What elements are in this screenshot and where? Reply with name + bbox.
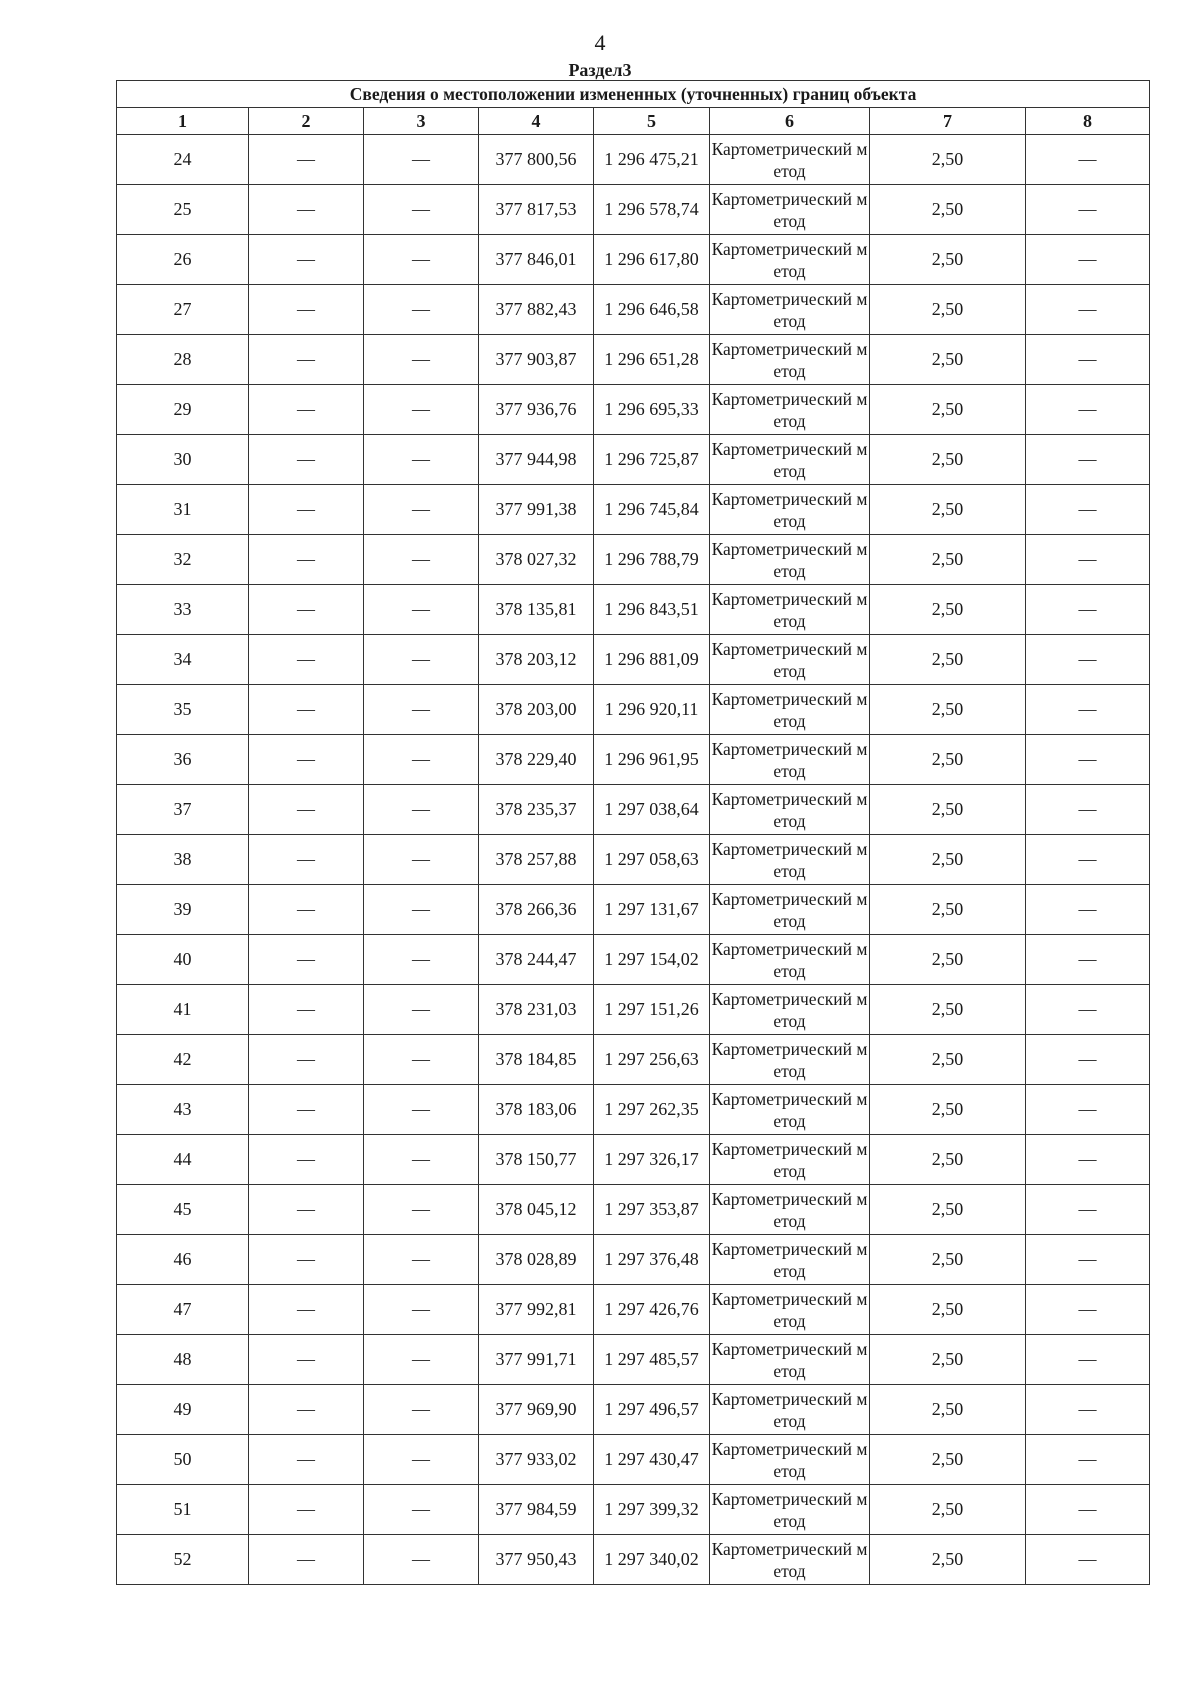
table-row — [117, 385, 1150, 435]
table-row — [117, 135, 1150, 185]
coordinate-y-cell: 1 297 430,47 — [594, 1435, 710, 1485]
column-8-cell: — — [1026, 235, 1150, 285]
coordinate-x-cell: 378 229,40 — [479, 735, 594, 785]
coordinate-x-cell: 377 933,02 — [479, 1435, 594, 1485]
column-8-cell: — — [1026, 1135, 1150, 1185]
point-number-cell: 46 — [117, 1235, 249, 1285]
table-row — [117, 1185, 1150, 1235]
table-row — [117, 1485, 1150, 1535]
coordinate-x-cell: 377 882,43 — [479, 285, 594, 335]
method-cell: Картометрический метод — [710, 1335, 870, 1385]
method-cell: Картометрический метод — [710, 885, 870, 935]
precision-cell: 2,50 — [870, 385, 1026, 435]
coordinate-x-cell: 377 991,71 — [479, 1335, 594, 1385]
point-number-cell: 47 — [117, 1285, 249, 1335]
point-number-cell: 38 — [117, 835, 249, 885]
point-number-cell: 34 — [117, 635, 249, 685]
method-cell: Картометрический метод — [710, 585, 870, 635]
coordinate-y-cell: 1 296 617,80 — [594, 235, 710, 285]
column-3-cell: — — [364, 235, 479, 285]
method-cell: Картометрический метод — [710, 485, 870, 535]
precision-cell: 2,50 — [870, 635, 1026, 685]
table-row — [117, 1235, 1150, 1285]
point-number-cell: 42 — [117, 1035, 249, 1085]
table-row — [117, 485, 1150, 535]
column-8-cell: — — [1026, 835, 1150, 885]
column-2-cell: — — [249, 235, 364, 285]
column-3-cell: — — [364, 385, 479, 435]
column-2-cell: — — [249, 285, 364, 335]
method-cell: Картометрический метод — [710, 335, 870, 385]
column-2-cell: — — [249, 735, 364, 785]
column-3-cell: — — [364, 835, 479, 885]
precision-cell: 2,50 — [870, 235, 1026, 285]
column-8-cell: — — [1026, 1235, 1150, 1285]
table-row — [117, 1035, 1150, 1085]
point-number-cell: 31 — [117, 485, 249, 535]
coordinate-x-cell: 378 135,81 — [479, 585, 594, 635]
method-cell: Картометрический метод — [710, 1485, 870, 1535]
coordinate-x-cell: 378 184,85 — [479, 1035, 594, 1085]
coordinate-y-cell: 1 297 353,87 — [594, 1185, 710, 1235]
coordinate-y-cell: 1 296 725,87 — [594, 435, 710, 485]
column-3-cell: — — [364, 485, 479, 535]
coordinate-y-cell: 1 297 485,57 — [594, 1335, 710, 1385]
table-row — [117, 585, 1150, 635]
precision-cell: 2,50 — [870, 485, 1026, 535]
column-8-cell: — — [1026, 485, 1150, 535]
method-cell: Картометрический метод — [710, 835, 870, 885]
column-2-cell: — — [249, 1435, 364, 1485]
coordinate-x-cell: 377 817,53 — [479, 185, 594, 235]
coordinate-y-cell: 1 296 843,51 — [594, 585, 710, 635]
table-caption: Сведения о местоположении измененных (уточненных) границ объекта — [117, 81, 1150, 108]
table-row — [117, 685, 1150, 735]
column-number: 5 — [594, 108, 710, 135]
column-2-cell: — — [249, 435, 364, 485]
method-cell: Картометрический метод — [710, 535, 870, 585]
coordinate-x-cell: 378 045,12 — [479, 1185, 594, 1235]
coordinate-x-cell: 377 991,38 — [479, 485, 594, 535]
column-2-cell: — — [249, 1235, 364, 1285]
precision-cell: 2,50 — [870, 435, 1026, 485]
method-cell: Картометрический метод — [710, 285, 870, 335]
coordinate-x-cell: 378 150,77 — [479, 1135, 594, 1185]
column-3-cell: — — [364, 885, 479, 935]
precision-cell: 2,50 — [870, 785, 1026, 835]
column-3-cell: — — [364, 435, 479, 485]
column-2-cell: — — [249, 1035, 364, 1085]
column-8-cell: — — [1026, 735, 1150, 785]
coordinate-y-cell: 1 297 399,32 — [594, 1485, 710, 1535]
coordinate-y-cell: 1 296 475,21 — [594, 135, 710, 185]
table-row — [117, 1135, 1150, 1185]
point-number-cell: 28 — [117, 335, 249, 385]
column-3-cell: — — [364, 1135, 479, 1185]
coordinate-y-cell: 1 297 340,02 — [594, 1535, 710, 1585]
coordinate-y-cell: 1 296 578,74 — [594, 185, 710, 235]
point-number-cell: 26 — [117, 235, 249, 285]
column-3-cell: — — [364, 685, 479, 735]
point-number-cell: 29 — [117, 385, 249, 435]
column-8-cell: — — [1026, 1535, 1150, 1585]
column-2-cell: — — [249, 585, 364, 635]
column-8-cell: — — [1026, 1035, 1150, 1085]
column-2-cell: — — [249, 135, 364, 185]
precision-cell: 2,50 — [870, 1085, 1026, 1135]
precision-cell: 2,50 — [870, 1435, 1026, 1485]
coordinate-y-cell: 1 296 920,11 — [594, 685, 710, 735]
coordinate-y-cell: 1 297 256,63 — [594, 1035, 710, 1085]
coordinate-y-cell: 1 297 058,63 — [594, 835, 710, 885]
column-2-cell: — — [249, 385, 364, 435]
column-8-cell: — — [1026, 135, 1150, 185]
column-3-cell: — — [364, 1185, 479, 1235]
method-cell: Картометрический метод — [710, 685, 870, 735]
column-number: 6 — [710, 108, 870, 135]
method-cell: Картометрический метод — [710, 1435, 870, 1485]
column-8-cell: — — [1026, 335, 1150, 385]
precision-cell: 2,50 — [870, 1135, 1026, 1185]
column-2-cell: — — [249, 535, 364, 585]
column-3-cell: — — [364, 585, 479, 635]
column-2-cell: — — [249, 985, 364, 1035]
column-2-cell: — — [249, 1185, 364, 1235]
column-3-cell: — — [364, 1435, 479, 1485]
method-cell: Картометрический метод — [710, 435, 870, 485]
method-cell: Картометрический метод — [710, 235, 870, 285]
method-cell: Картометрический метод — [710, 935, 870, 985]
point-number-cell: 50 — [117, 1435, 249, 1485]
table-row — [117, 835, 1150, 885]
table-row — [117, 735, 1150, 785]
coordinate-y-cell: 1 296 646,58 — [594, 285, 710, 335]
column-8-cell: — — [1026, 585, 1150, 635]
method-cell: Картометрический метод — [710, 785, 870, 835]
column-8-cell: — — [1026, 1335, 1150, 1385]
table-row — [117, 1335, 1150, 1385]
precision-cell: 2,50 — [870, 585, 1026, 635]
method-cell: Картометрический метод — [710, 1535, 870, 1585]
point-number-cell: 40 — [117, 935, 249, 985]
coordinate-x-cell: 377 984,59 — [479, 1485, 594, 1535]
column-8-cell: — — [1026, 185, 1150, 235]
column-3-cell: — — [364, 1285, 479, 1335]
point-number-cell: 39 — [117, 885, 249, 935]
column-2-cell: — — [249, 885, 364, 935]
column-3-cell: — — [364, 535, 479, 585]
precision-cell: 2,50 — [870, 1485, 1026, 1535]
table-row — [117, 1535, 1150, 1585]
column-2-cell: — — [249, 935, 364, 985]
coordinate-y-cell: 1 297 426,76 — [594, 1285, 710, 1335]
column-3-cell: — — [364, 735, 479, 785]
coordinate-x-cell: 377 950,43 — [479, 1535, 594, 1585]
table-row — [117, 435, 1150, 485]
precision-cell: 2,50 — [870, 1285, 1026, 1335]
column-2-cell: — — [249, 785, 364, 835]
coordinate-y-cell: 1 296 881,09 — [594, 635, 710, 685]
method-cell: Картометрический метод — [710, 1185, 870, 1235]
precision-cell: 2,50 — [870, 735, 1026, 785]
method-cell: Картометрический метод — [710, 385, 870, 435]
method-cell: Картометрический метод — [710, 1135, 870, 1185]
coordinate-x-cell: 378 203,12 — [479, 635, 594, 685]
column-8-cell: — — [1026, 535, 1150, 585]
precision-cell: 2,50 — [870, 1385, 1026, 1435]
table-row — [117, 185, 1150, 235]
column-8-cell: — — [1026, 1285, 1150, 1335]
column-8-cell: — — [1026, 935, 1150, 985]
column-8-cell: — — [1026, 885, 1150, 935]
coordinate-y-cell: 1 297 131,67 — [594, 885, 710, 935]
column-2-cell: — — [249, 335, 364, 385]
coordinate-x-cell: 377 944,98 — [479, 435, 594, 485]
table-row — [117, 635, 1150, 685]
point-number-cell: 35 — [117, 685, 249, 735]
coordinate-y-cell: 1 297 262,35 — [594, 1085, 710, 1135]
column-2-cell: — — [249, 1135, 364, 1185]
column-3-cell: — — [364, 1535, 479, 1585]
coordinate-y-cell: 1 297 154,02 — [594, 935, 710, 985]
method-cell: Картометрический метод — [710, 1035, 870, 1085]
method-cell: Картометрический метод — [710, 1385, 870, 1435]
coordinate-y-cell: 1 297 496,57 — [594, 1385, 710, 1435]
column-number: 7 — [870, 108, 1026, 135]
column-3-cell: — — [364, 635, 479, 685]
table-row — [117, 785, 1150, 835]
column-number-row — [117, 108, 1150, 135]
column-2-cell: — — [249, 1385, 364, 1435]
point-number-cell: 24 — [117, 135, 249, 185]
precision-cell: 2,50 — [870, 935, 1026, 985]
point-number-cell: 30 — [117, 435, 249, 485]
coordinate-x-cell: 377 846,01 — [479, 235, 594, 285]
point-number-cell: 36 — [117, 735, 249, 785]
precision-cell: 2,50 — [870, 1035, 1026, 1085]
table-row — [117, 335, 1150, 385]
column-3-cell: — — [364, 935, 479, 985]
coordinate-y-cell: 1 296 745,84 — [594, 485, 710, 535]
coordinate-x-cell: 377 903,87 — [479, 335, 594, 385]
coordinate-x-cell: 377 936,76 — [479, 385, 594, 435]
point-number-cell: 33 — [117, 585, 249, 635]
column-3-cell: — — [364, 1035, 479, 1085]
coordinate-y-cell: 1 296 651,28 — [594, 335, 710, 385]
column-3-cell: — — [364, 185, 479, 235]
coordinate-x-cell: 378 257,88 — [479, 835, 594, 885]
table-row — [117, 1435, 1150, 1485]
point-number-cell: 51 — [117, 1485, 249, 1535]
column-3-cell: — — [364, 135, 479, 185]
coordinate-y-cell: 1 297 326,17 — [594, 1135, 710, 1185]
table-row — [117, 285, 1150, 335]
column-3-cell: — — [364, 985, 479, 1035]
coordinate-y-cell: 1 297 376,48 — [594, 1235, 710, 1285]
column-3-cell: — — [364, 1485, 479, 1535]
point-number-cell: 32 — [117, 535, 249, 585]
column-3-cell: — — [364, 285, 479, 335]
column-3-cell: — — [364, 1235, 479, 1285]
column-8-cell: — — [1026, 385, 1150, 435]
coordinate-x-cell: 378 235,37 — [479, 785, 594, 835]
section-heading: Раздел3 — [568, 60, 632, 80]
column-2-cell: — — [249, 185, 364, 235]
method-cell: Картометрический метод — [710, 735, 870, 785]
column-number: 2 — [249, 108, 364, 135]
page-number: 4 — [594, 30, 606, 55]
column-2-cell: — — [249, 1085, 364, 1135]
method-cell: Картометрический метод — [710, 635, 870, 685]
column-2-cell: — — [249, 1285, 364, 1335]
coordinate-x-cell: 378 027,32 — [479, 535, 594, 585]
table-row — [117, 535, 1150, 585]
coordinate-x-cell: 378 203,00 — [479, 685, 594, 735]
coordinate-y-cell: 1 296 788,79 — [594, 535, 710, 585]
table-row — [117, 1085, 1150, 1135]
coordinate-x-cell: 378 183,06 — [479, 1085, 594, 1135]
column-8-cell: — — [1026, 1385, 1150, 1435]
column-8-cell: — — [1026, 435, 1150, 485]
coordinate-x-cell: 378 266,36 — [479, 885, 594, 935]
point-number-cell: 25 — [117, 185, 249, 235]
precision-cell: 2,50 — [870, 185, 1026, 235]
precision-cell: 2,50 — [870, 1235, 1026, 1285]
method-cell: Картометрический метод — [710, 1235, 870, 1285]
precision-cell: 2,50 — [870, 985, 1026, 1035]
table-body — [117, 135, 1150, 1585]
column-8-cell: — — [1026, 1185, 1150, 1235]
precision-cell: 2,50 — [870, 1335, 1026, 1385]
column-3-cell: — — [364, 785, 479, 835]
column-8-cell: — — [1026, 785, 1150, 835]
column-2-cell: — — [249, 685, 364, 735]
point-number-cell: 44 — [117, 1135, 249, 1185]
precision-cell: 2,50 — [870, 135, 1026, 185]
table-row — [117, 1285, 1150, 1335]
precision-cell: 2,50 — [870, 1535, 1026, 1585]
precision-cell: 2,50 — [870, 685, 1026, 735]
precision-cell: 2,50 — [870, 835, 1026, 885]
precision-cell: 2,50 — [870, 535, 1026, 585]
method-cell: Картометрический метод — [710, 1085, 870, 1135]
coordinate-y-cell: 1 296 695,33 — [594, 385, 710, 435]
table-row — [117, 1385, 1150, 1435]
coordinate-y-cell: 1 296 961,95 — [594, 735, 710, 785]
table-row — [117, 885, 1150, 935]
coordinate-y-cell: 1 297 151,26 — [594, 985, 710, 1035]
column-8-cell: — — [1026, 985, 1150, 1035]
point-number-cell: 43 — [117, 1085, 249, 1135]
coordinate-x-cell: 377 800,56 — [479, 135, 594, 185]
coordinate-x-cell: 378 244,47 — [479, 935, 594, 985]
coordinate-x-cell: 377 992,81 — [479, 1285, 594, 1335]
coordinate-y-cell: 1 297 038,64 — [594, 785, 710, 835]
point-number-cell: 27 — [117, 285, 249, 335]
column-number: 1 — [117, 108, 249, 135]
column-3-cell: — — [364, 335, 479, 385]
column-2-cell: — — [249, 1335, 364, 1385]
column-2-cell: — — [249, 835, 364, 885]
precision-cell: 2,50 — [870, 285, 1026, 335]
point-number-cell: 49 — [117, 1385, 249, 1435]
precision-cell: 2,50 — [870, 885, 1026, 935]
column-number: 8 — [1026, 108, 1150, 135]
boundary-coordinates-table — [116, 80, 1150, 1585]
point-number-cell: 48 — [117, 1335, 249, 1385]
column-2-cell: — — [249, 485, 364, 535]
column-8-cell: — — [1026, 285, 1150, 335]
column-2-cell: — — [249, 1535, 364, 1585]
table-row — [117, 935, 1150, 985]
coordinate-x-cell: 377 969,90 — [479, 1385, 594, 1435]
column-3-cell: — — [364, 1085, 479, 1135]
column-number: 3 — [364, 108, 479, 135]
coordinate-x-cell: 378 028,89 — [479, 1235, 594, 1285]
column-2-cell: — — [249, 1485, 364, 1535]
column-8-cell: — — [1026, 635, 1150, 685]
point-number-cell: 45 — [117, 1185, 249, 1235]
precision-cell: 2,50 — [870, 335, 1026, 385]
column-8-cell: — — [1026, 1485, 1150, 1535]
method-cell: Картометрический метод — [710, 135, 870, 185]
point-number-cell: 37 — [117, 785, 249, 835]
table-caption-row — [117, 81, 1150, 108]
column-8-cell: — — [1026, 1435, 1150, 1485]
method-cell: Картометрический метод — [710, 1285, 870, 1335]
point-number-cell: 41 — [117, 985, 249, 1035]
table-row — [117, 985, 1150, 1035]
column-8-cell: — — [1026, 1085, 1150, 1135]
method-cell: Картометрический метод — [710, 185, 870, 235]
column-8-cell: — — [1026, 685, 1150, 735]
method-cell: Картометрический метод — [710, 985, 870, 1035]
column-3-cell: — — [364, 1385, 479, 1435]
column-3-cell: — — [364, 1335, 479, 1385]
coordinate-x-cell: 378 231,03 — [479, 985, 594, 1035]
column-number: 4 — [479, 108, 594, 135]
table-row — [117, 235, 1150, 285]
precision-cell: 2,50 — [870, 1185, 1026, 1235]
column-2-cell: — — [249, 635, 364, 685]
point-number-cell: 52 — [117, 1535, 249, 1585]
